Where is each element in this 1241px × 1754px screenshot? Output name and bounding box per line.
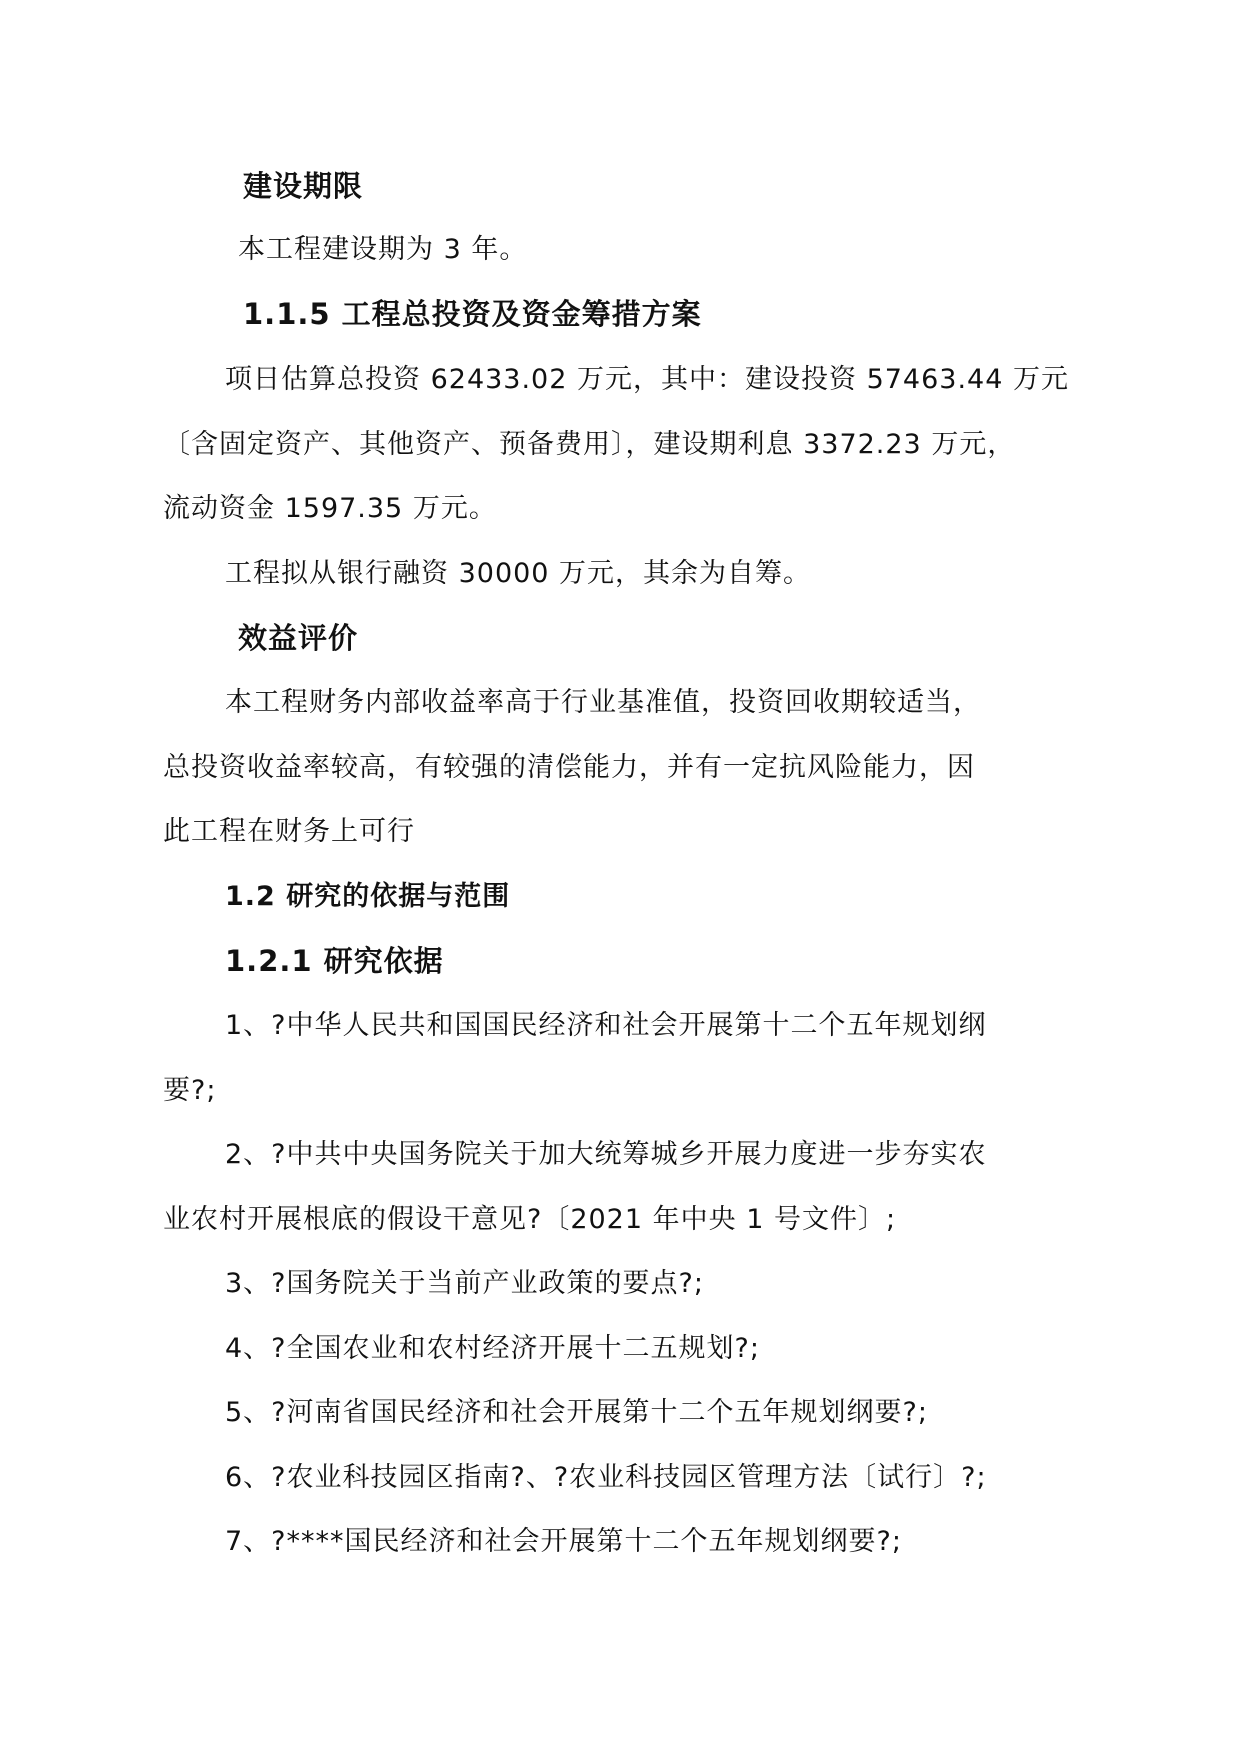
list-item: 3、?国务院关于当前产业政策的要点?; xyxy=(225,1268,704,1299)
list-item: 5、?河南省国民经济和社会开展第十二个五年规划纲要?; xyxy=(225,1397,928,1428)
paragraph-benefit-line-2: 总投资收益率较高，有较强的清偿能力，并有一定抗风险能力，因 xyxy=(163,752,975,783)
paragraph-benefit-line-1: 本工程财务内部收益率高于行业基准值，投资回收期较适当， xyxy=(225,687,981,718)
paragraph-financing: 工程拟从银行融资 30000 万元，其余为自筹。 xyxy=(225,558,812,589)
list-item: 2、?中共中央国务院关于加大统筹城乡开展力度进一步夯实农 xyxy=(225,1139,987,1170)
list-item: 要?; xyxy=(163,1075,217,1106)
paragraph-investment-line-2: 〔含固定资产、其他资产、预备费用〕，建设期利息 3372.23 万元， xyxy=(163,429,1016,460)
section-heading-benefit-evaluation: 效益评价 xyxy=(238,621,359,655)
paragraph-construction-period: 本工程建设期为 3 年。 xyxy=(238,234,528,265)
section-heading-construction-period: 建设期限 xyxy=(243,169,364,203)
paragraph-investment-line-1: 项日估算总投资 62433.02 万元，其中：建设投资 57463.44 万元 xyxy=(225,364,1069,395)
list-item: 7、?****国民经济和社会开展第十二个五年规划纲要?; xyxy=(225,1526,902,1557)
list-item: 4、?全国农业和农村经济开展十二五规划?; xyxy=(225,1333,760,1364)
paragraph-benefit-line-3: 此工程在财务上可行 xyxy=(163,816,415,847)
section-heading-research-basis: 1.2.1 研究依据 xyxy=(225,944,444,978)
list-item: 业农村开展根底的假设干意见?〔2021 年中央 1 号文件〕; xyxy=(163,1204,897,1235)
list-item: 6、?农业科技园区指南?、?农业科技园区管理方法〔试行〕?; xyxy=(225,1462,987,1493)
paragraph-investment-line-3: 流动资金 1597.35 万元。 xyxy=(163,493,497,524)
section-heading-research-basis-scope: 1.2 研究的依据与范围 xyxy=(225,881,511,912)
section-heading-investment: 1.1.5 工程总投资及资金筹措方案 xyxy=(243,297,702,331)
list-item: 1、?中华人民共和国国民经济和社会开展第十二个五年规划纲 xyxy=(225,1010,987,1041)
